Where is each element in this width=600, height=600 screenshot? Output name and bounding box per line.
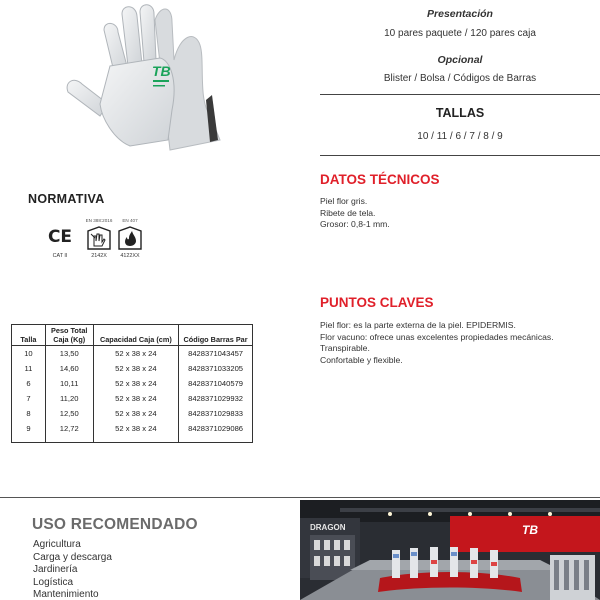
glove-product-image bbox=[60, 0, 240, 160]
table-cell: 8428371029833 bbox=[179, 406, 253, 421]
opcional-heading: Opcional bbox=[437, 54, 483, 66]
opcional-text: Blister / Bolsa / Códigos de Barras bbox=[383, 73, 537, 84]
table-row bbox=[12, 346, 253, 361]
presentacion-text: 10 pares paquete / 120 pares caja bbox=[384, 28, 536, 39]
puntos-line: Transpirable. bbox=[320, 343, 370, 354]
table-cell: 11 bbox=[12, 361, 46, 376]
table-row bbox=[12, 361, 253, 376]
cert-bottom-label: 4122XX bbox=[120, 253, 140, 259]
divider bbox=[320, 94, 600, 95]
table-cell: 14,60 bbox=[45, 361, 93, 376]
col-capacidad: Capacidad Caja (cm) bbox=[93, 325, 179, 346]
datos-line: Piel flor gris. bbox=[320, 196, 368, 206]
presentacion-heading: Presentación bbox=[427, 8, 493, 20]
table-cell: 52 x 38 x 24 bbox=[93, 346, 179, 361]
divider bbox=[0, 497, 600, 498]
cert-en388 bbox=[82, 218, 116, 259]
uso-item: Jardinería bbox=[33, 564, 78, 576]
cert-top-label bbox=[43, 218, 77, 225]
store-sign-left: DRAGON bbox=[310, 523, 346, 532]
uso-recomendado-list bbox=[33, 539, 112, 600]
tallas-text: 10 / 11 / 6 / 7 / 8 / 9 bbox=[417, 131, 503, 142]
table-row bbox=[12, 391, 253, 406]
cert-top-label: EN 407 bbox=[122, 218, 138, 223]
table-header-row bbox=[12, 325, 253, 346]
store-sign-right: TB bbox=[522, 523, 538, 537]
table-cell: 12,50 bbox=[45, 406, 93, 421]
table-cell: 52 x 38 x 24 bbox=[93, 406, 179, 421]
table-cell: 13,50 bbox=[45, 346, 93, 361]
puntos-claves-list bbox=[320, 320, 600, 366]
uso-item: Mantenimiento bbox=[33, 589, 99, 600]
store-photo bbox=[300, 500, 600, 600]
puntos-line: Flor vacuno: ofrece unas excelentes propiedades mecánicas. bbox=[320, 331, 554, 342]
tallas-heading: TALLAS bbox=[435, 106, 485, 120]
table-cell: 10 bbox=[12, 346, 46, 361]
table-cell: 11,20 bbox=[45, 391, 93, 406]
col-talla: Talla bbox=[12, 325, 46, 346]
table-cell: 6 bbox=[12, 376, 46, 391]
table-cell: 52 x 38 x 24 bbox=[93, 376, 179, 391]
col-codigo: Código Barras Par bbox=[179, 325, 253, 346]
puntos-line: Piel flor: es la parte externa de la piel. EPIDERMIS. bbox=[320, 320, 516, 330]
datos-tecnicos-heading: DATOS TÉCNICOS bbox=[320, 172, 440, 187]
cert-top-label: EN 388:2016 bbox=[85, 218, 113, 223]
puntos-line: Confortable y flexible. bbox=[320, 354, 403, 365]
mechanical-risk-glove-icon bbox=[86, 225, 112, 251]
normativa-heading: NORMATIVA bbox=[28, 192, 105, 206]
table-cell: 52 x 38 x 24 bbox=[93, 421, 179, 443]
table-cell: 8428371033205 bbox=[179, 361, 253, 376]
datos-line: Ribete de tela. bbox=[320, 207, 376, 218]
datos-tecnicos-list bbox=[320, 196, 600, 231]
table-cell: 7 bbox=[12, 391, 46, 406]
cert-en407 bbox=[113, 218, 147, 259]
datos-line: Grosor: 0,8-1 mm. bbox=[320, 219, 390, 230]
puntos-claves-heading: PUNTOS CLAVES bbox=[320, 295, 434, 310]
table-cell: 8 bbox=[12, 406, 46, 421]
divider bbox=[320, 155, 600, 156]
cert-ce bbox=[43, 218, 77, 259]
table-cell: 52 x 38 x 24 bbox=[93, 361, 179, 376]
table-row bbox=[12, 421, 253, 443]
uso-recomendado-heading: USO RECOMENDADO bbox=[32, 516, 198, 533]
glove-logo-text: TB bbox=[152, 63, 171, 79]
table-cell: 8428371029086 bbox=[179, 421, 253, 443]
col-peso: Peso Total Caja (Kg) bbox=[45, 325, 93, 346]
uso-item: Logística bbox=[33, 576, 74, 588]
table-cell: 12,72 bbox=[45, 421, 93, 443]
table-row bbox=[12, 376, 253, 391]
uso-item: Agricultura bbox=[33, 539, 81, 550]
table-cell: 8428371029932 bbox=[179, 391, 253, 406]
table-cell: 8428371043457 bbox=[179, 346, 253, 361]
table-row bbox=[12, 406, 253, 421]
table-cell: 10,11 bbox=[45, 376, 93, 391]
cert-bottom-label: CAT II bbox=[52, 253, 68, 259]
table-cell: 9 bbox=[12, 421, 46, 443]
ce-mark-icon: CE bbox=[47, 227, 73, 247]
heat-flame-glove-icon bbox=[117, 225, 143, 251]
uso-item: Carga y descarga bbox=[33, 551, 112, 563]
table-cell: 52 x 38 x 24 bbox=[93, 391, 179, 406]
table-cell: 8428371040579 bbox=[179, 376, 253, 391]
cert-bottom-label: 2142X bbox=[91, 253, 107, 259]
sizes-table bbox=[11, 324, 253, 443]
